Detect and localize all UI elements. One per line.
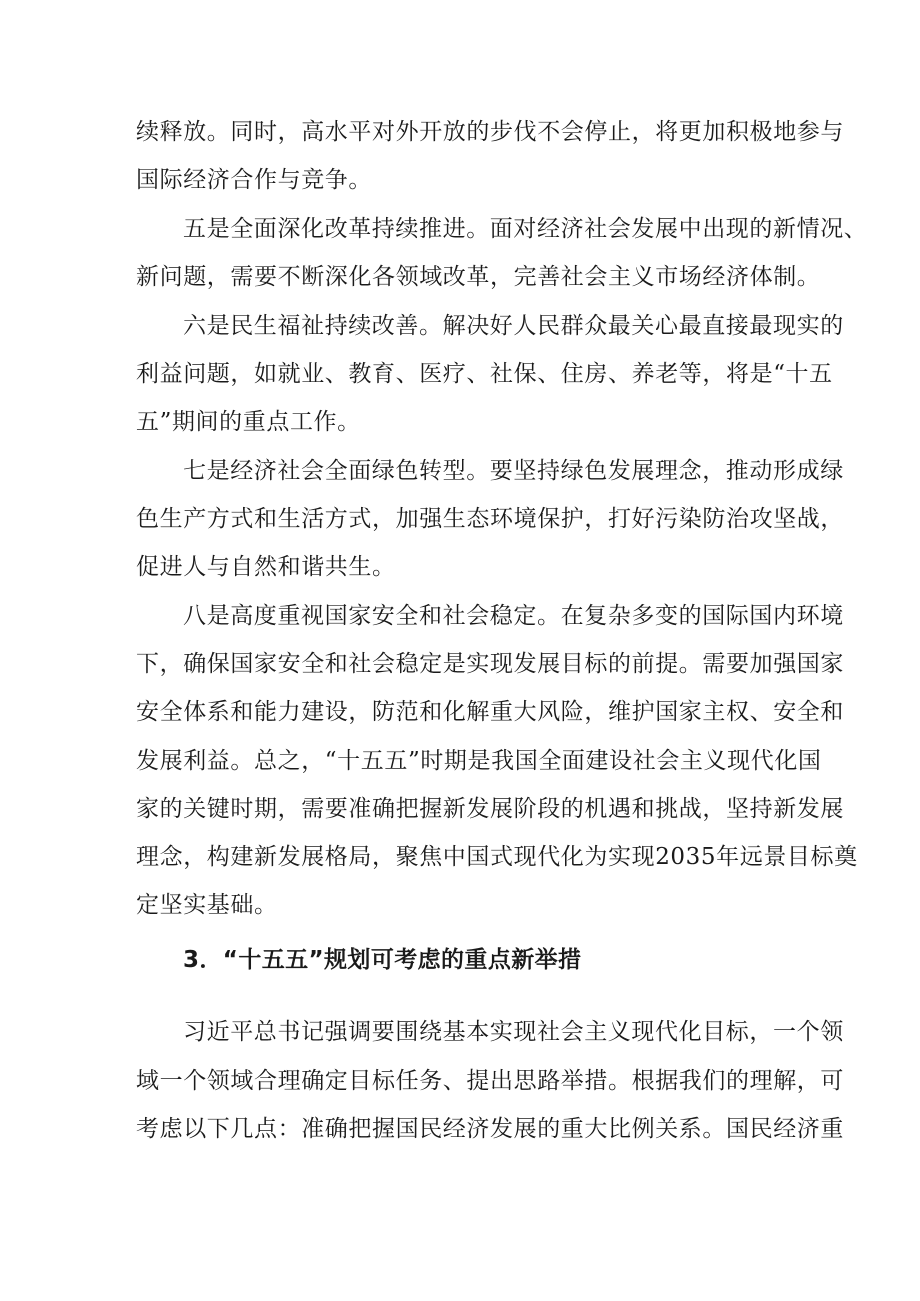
- paragraph-line: 下，确保国家安全和社会稳定是实现发展目标的前提。需要加强国家: [136, 651, 844, 677]
- paragraph-line: 定坚实基础。: [136, 892, 278, 918]
- paragraph-line: 七是经济社会全面绿色转型。要坚持绿色发展理念，推动形成绿: [183, 458, 844, 484]
- paragraph-line: 安全体系和能力建设，防范和化解重大风险，维护国家主权、安全和: [136, 699, 844, 725]
- paragraph-line: 色生产方式和生活方式，加强生态环境保护，打好污染防治攻坚战，: [136, 506, 844, 532]
- paragraph-line: 五是全面深化改革持续推进。面对经济社会发展中出现的新情况、: [183, 216, 868, 242]
- paragraph-line: 理念，构建新发展格局，聚焦中国式现代化为实现2035年远景目标奠: [136, 844, 858, 870]
- paragraph-line: 国际经济合作与竞争。: [136, 167, 372, 193]
- paragraph-line: 习近平总书记强调要围绕基本实现社会主义现代化目标，一个领: [183, 1019, 844, 1045]
- paragraph-line: 发展利益。总之，“十五五”时期是我国全面建设社会主义现代化国: [136, 748, 822, 774]
- paragraph-line: 促进人与自然和谐共生。: [136, 554, 396, 580]
- paragraph-line: 考虑以下几点：准确把握国民经济发展的重大比例关系。国民经济重: [136, 1116, 844, 1142]
- paragraph-line: 八是高度重视国家安全和社会稳定。在复杂多变的国际国内环境: [183, 603, 844, 629]
- paragraph-line: 续释放。同时，高水平对外开放的步伐不会停止，将更加积极地参与: [136, 119, 844, 145]
- paragraph-line: 家的关键时期，需要准确把握新发展阶段的机遇和挑战，坚持新发展: [136, 796, 844, 822]
- paragraph-line: 利益问题，如就业、教育、医疗、社保、住房、养老等，将是“十五: [136, 361, 833, 387]
- paragraph-line: 新问题，需要不断深化各领域改革，完善社会主义市场经济体制。: [136, 264, 821, 290]
- paragraph-line: 域一个领域合理确定目标任务、提出思路举措。根据我们的理解，可: [136, 1068, 844, 1094]
- paragraph-line: 五”期间的重点工作。: [136, 409, 361, 435]
- paragraph-line: 六是民生福祉持续改善。解决好人民群众最关心最直接最现实的: [183, 313, 844, 339]
- section-heading: 3．“十五五”规划可考虑的重点新举措: [183, 947, 582, 973]
